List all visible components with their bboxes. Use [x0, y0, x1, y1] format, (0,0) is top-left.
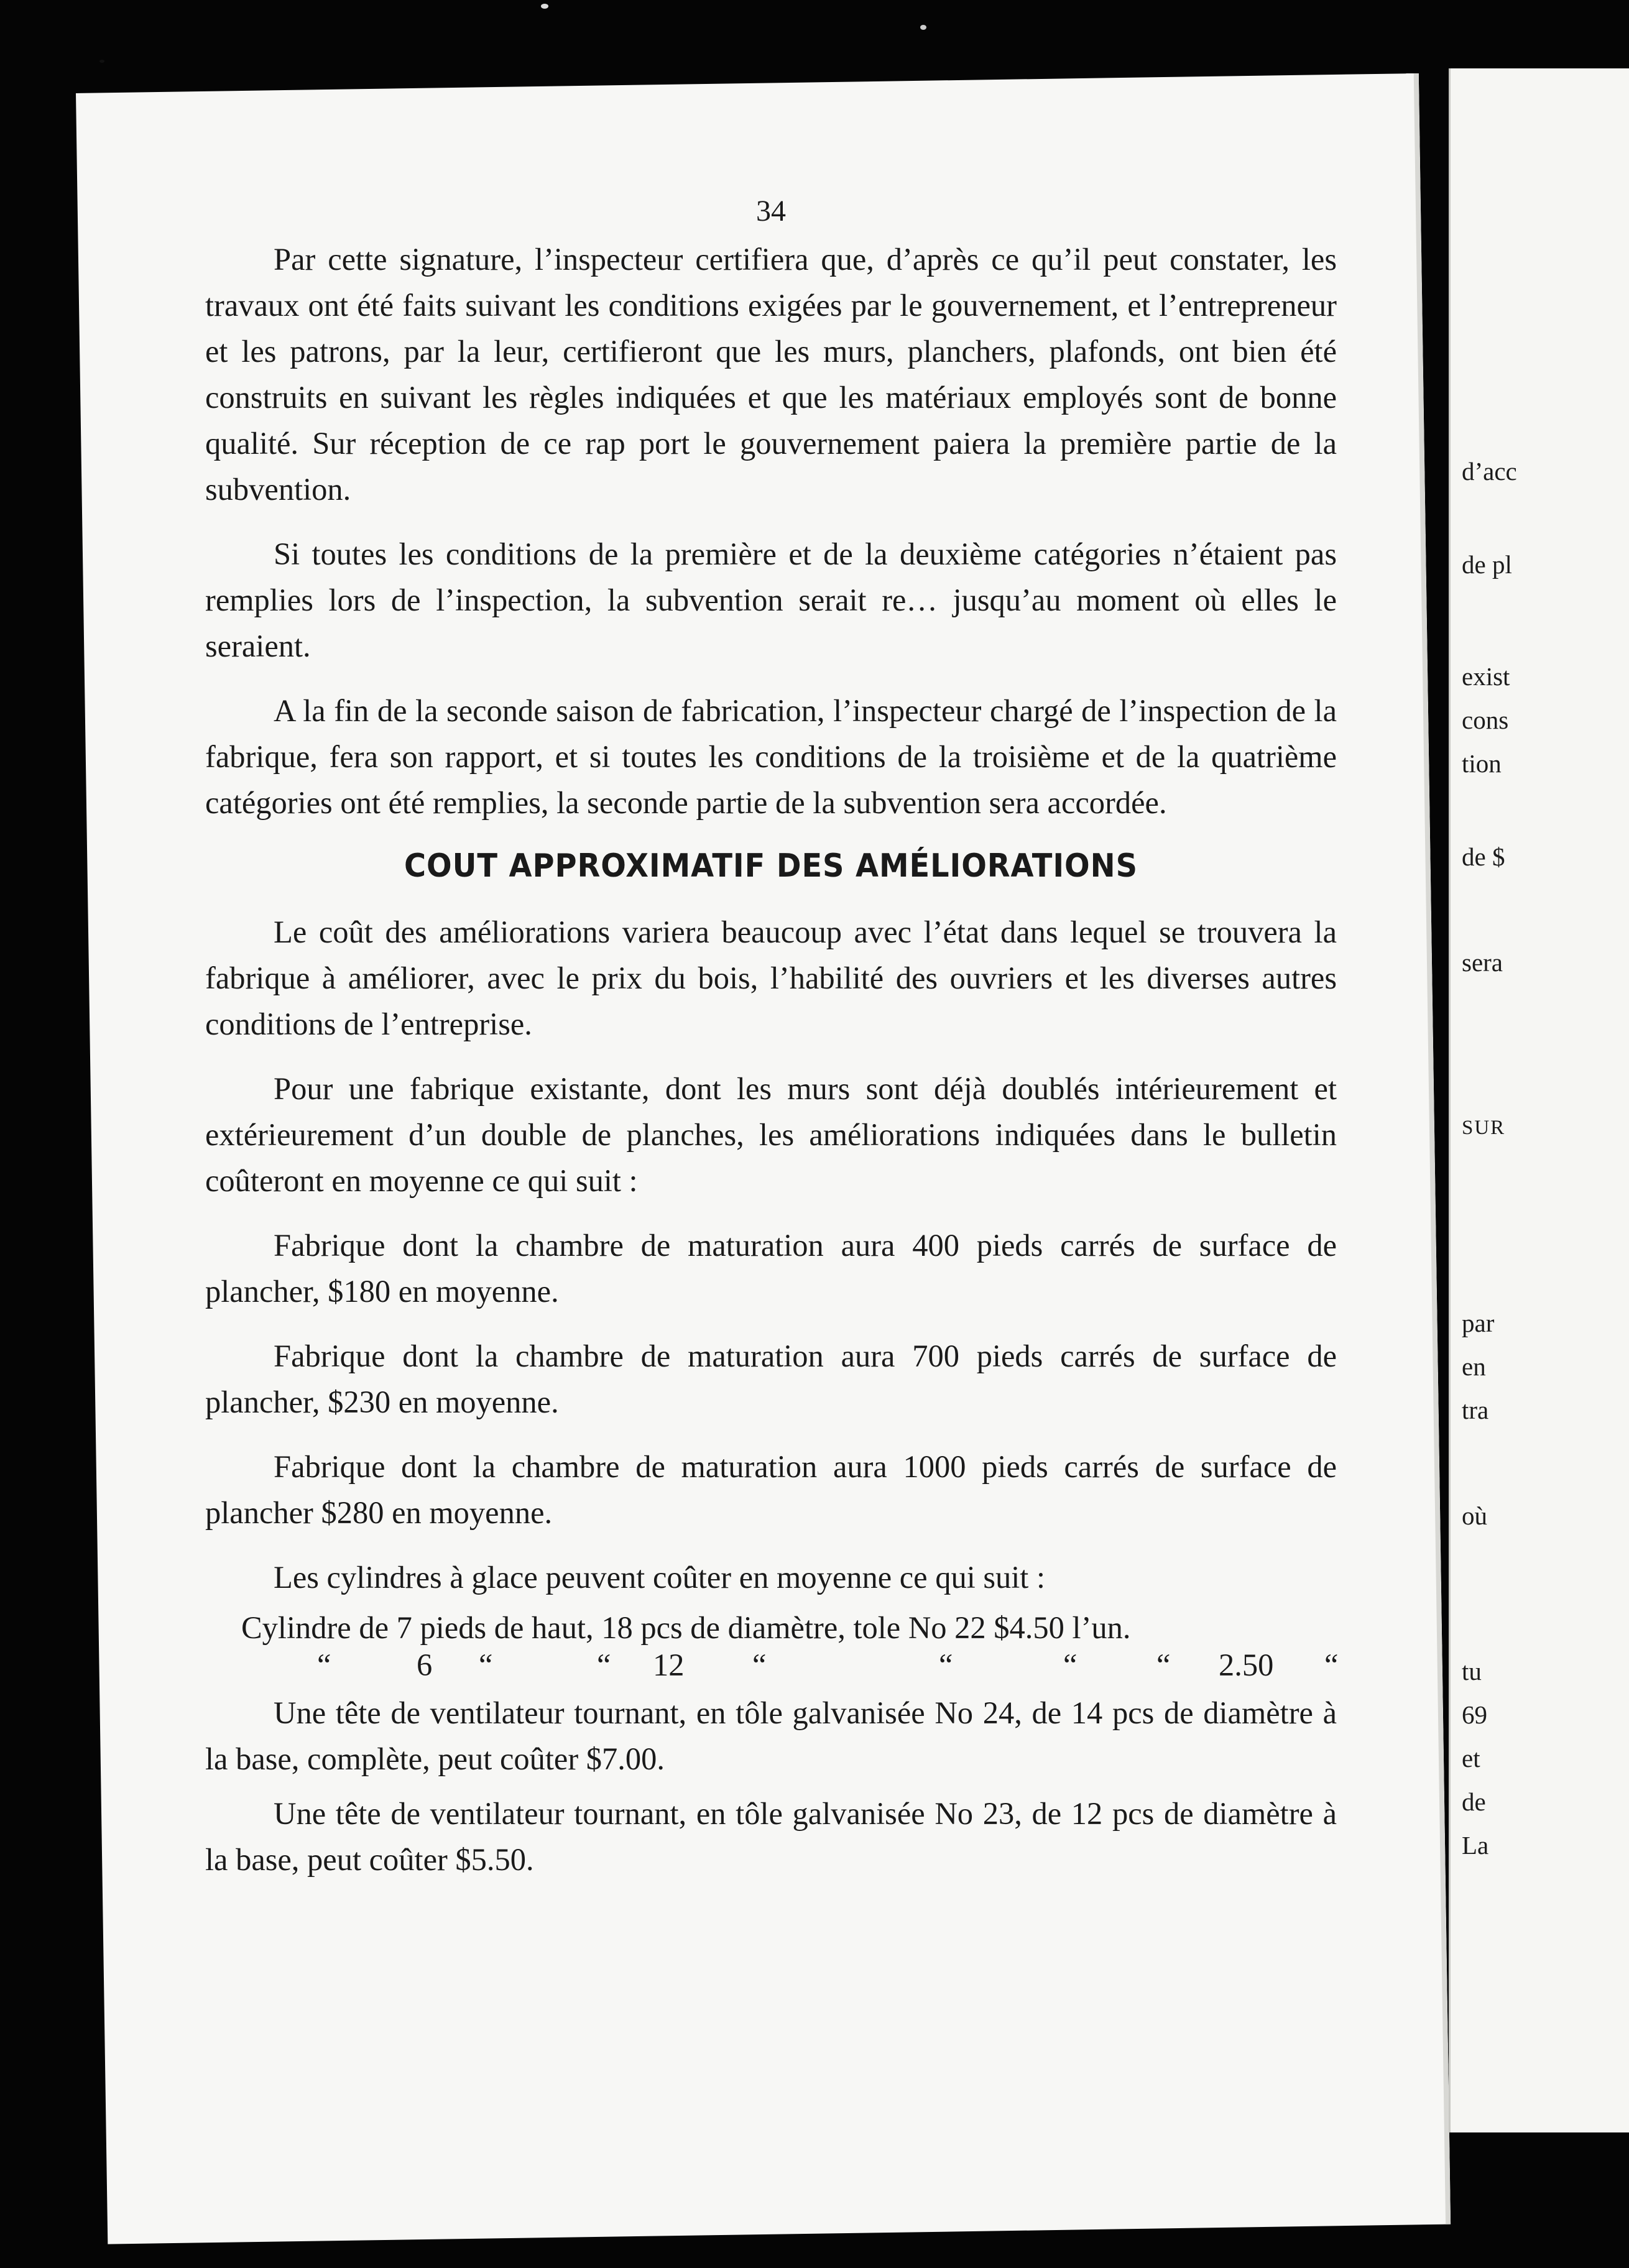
paragraph: Une tête de ventilateur tournant, en tôle galvanisée No 23, de 12 pcs de diamètre à la base, peut coûter $5.50.: [205, 1796, 1337, 1877]
paragraph: Par cette signature, l’inspecteur certifiera que, d’après ce qu’il peut constater, les travaux ont été faits suivant les conditions exigées par le gouvernement, et l’entrepreneur et les patrons, par la leur, certifieront que les murs, planchers, plafonds, ont bien été construits en suivant les règles indiquées et que les matériaux employés sont de bonne qualité. Sur réception de ce rap port le gouvernement paiera la première partie de la subvention.: [205, 242, 1337, 507]
ditto-price-line: [205, 1646, 1337, 1685]
ditto-mark: “: [939, 1648, 953, 1682]
paragraph: Pour une fabrique existante, dont les murs sont déjà doublés intérieurement et extérieurement d’un double de planches, les améliorations indiquées dans le bulletin coûteront en moyenne ce qui suit :: [205, 1071, 1337, 1198]
right-page-fragment: où: [1462, 1501, 1487, 1530]
paragraph: Le coût des améliorations variera beaucoup avec l’état dans lequel se trouvera la fabrique à améliorer, avec le prix du bois, l’habilité des ouvriers et les diverses autres conditions de l’entreprise.: [205, 915, 1337, 1041]
dust-speck: [99, 60, 104, 63]
ditto-height: 6: [417, 1648, 433, 1682]
right-page-partial: [1449, 68, 1629, 2132]
right-page-fragment: en: [1462, 1352, 1486, 1381]
right-page-fragment: cons: [1462, 706, 1509, 734]
paragraph: Fabrique dont la chambre de maturation aura 700 pieds carrés de surface de plancher, $230 en moyenne.: [205, 1339, 1337, 1419]
right-page-fragment: par: [1462, 1309, 1495, 1337]
cylinder-price-line: [205, 1609, 1337, 1646]
ditto-mark: “: [479, 1648, 493, 1682]
cylinder-line-text: Cylindre de 7 pieds de haut, 18 pcs de diamètre, tole No 22 $4.50 l’un.: [241, 1610, 1131, 1645]
right-page-fragment: de: [1462, 1787, 1486, 1816]
right-page-fragment: 69: [1462, 1700, 1487, 1729]
right-page-fragment: exist: [1462, 662, 1510, 691]
right-page-fragment: d’acc: [1462, 457, 1517, 486]
ditto-mark: “: [1324, 1648, 1339, 1682]
page-content: [205, 187, 1337, 1891]
paragraph: A la fin de la seconde saison de fabrication, l’inspecteur chargé de l’inspection de la fabrique, fera son rapport, et si toutes les conditions de la troisième et de la quatrième catégories ont été remplies, la seconde partie de la subvention sera accordée.: [205, 693, 1337, 820]
paragraph: Fabrique dont la chambre de maturation aura 1000 pieds carrés de surface de plancher $280 en moyenne.: [205, 1449, 1337, 1530]
paragraph: Une tête de ventilateur tournant, en tôle galvanisée No 24, de 14 pcs de diamètre à la base, complète, peut coûter $7.00.: [205, 1695, 1337, 1776]
ditto-mark: “: [1156, 1648, 1171, 1682]
right-page-fragment: tu: [1462, 1657, 1482, 1685]
paragraph: Les cylindres à glace peuvent coûter en moyenne ce qui suit :: [274, 1560, 1045, 1595]
ditto-mark: “: [1063, 1648, 1078, 1682]
right-page-fragment: sera: [1462, 948, 1503, 977]
right-page-fragment: de pl: [1462, 550, 1512, 579]
right-page-fragment: La: [1462, 1831, 1489, 1860]
right-page-fragment: tion: [1462, 749, 1502, 778]
ditto-price: 2.50: [1219, 1648, 1274, 1682]
right-page-fragment: SUR: [1462, 1117, 1506, 1139]
paragraph: Fabrique dont la chambre de maturation aura 400 pieds carrés de surface de plancher, $180 en moyenne.: [205, 1228, 1337, 1309]
paragraph: Si toutes les conditions de la première et de la deuxième catégories n’étaient pas remplies lors de l’inspection, la subvention serait re… jusqu’au moment où elles le seraient.: [205, 537, 1337, 663]
dust-speck: [541, 4, 548, 9]
right-page-fragment: tra: [1462, 1396, 1489, 1424]
ditto-mark: “: [317, 1648, 331, 1682]
section-heading: COUT APPROXIMATIF DES AMÉLIORATIONS: [404, 847, 1138, 885]
right-page-fragment: et: [1462, 1744, 1480, 1772]
right-page-fragment: de $: [1462, 842, 1505, 871]
ditto-mark: “: [752, 1648, 767, 1682]
dust-speck: [920, 25, 926, 30]
ditto-mark: “: [597, 1648, 611, 1682]
page-number: 34: [756, 195, 786, 228]
ditto-diameter: 12: [653, 1648, 685, 1682]
